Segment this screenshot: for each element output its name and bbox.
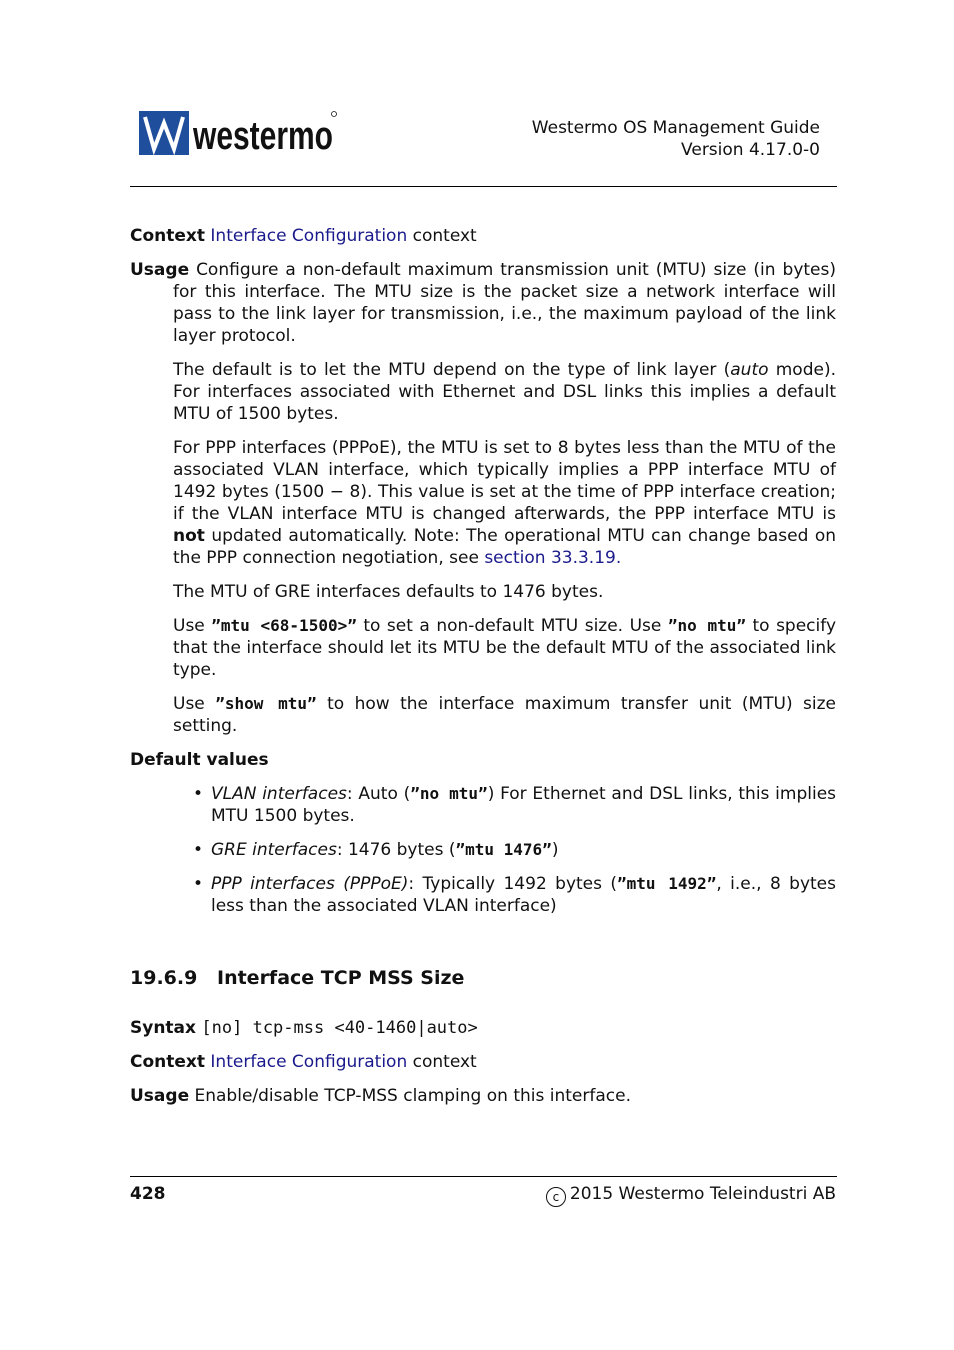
default-values-list	[130, 783, 836, 917]
list-item: • PPP interfaces (PPPoE): Typically 1492 bytes (”mtu 1492”, i.e., 8 bytes less than the associated VLAN interface)	[211, 873, 836, 917]
copyright: c 2015 Westermo Teleindustri AB	[546, 1183, 836, 1207]
list-item: • VLAN interfaces: Auto (”no mtu”) For Ethernet and DSL links, this implies MTU 1500 bytes.	[211, 783, 836, 827]
no-mtu-command: ”no mtu”	[667, 616, 747, 635]
interface-configuration-link[interactable]: Interface Configuration	[210, 226, 408, 246]
guide-title: Westermo OS Management Guide	[531, 118, 820, 138]
list-item: • GRE interfaces: 1476 bytes (”mtu 1476”)	[211, 839, 836, 861]
section-title: Interface TCP MSS Size	[217, 967, 465, 989]
svg-text:westermo: westermo	[192, 114, 333, 158]
mtu-context-row	[130, 225, 836, 247]
mtu-command: ”mtu <68-1500>”	[211, 616, 357, 635]
header-rule	[130, 186, 837, 187]
page-footer	[130, 1183, 836, 1207]
interface-configuration-link[interactable]: Interface Configuration	[210, 1052, 408, 1072]
usage-text: Configure a non-default maximum transmission unit (MTU) size (in bytes) for this interface. The MTU size is the packet size a network interface will pass to the link layer for transmission, i.e., the maximum payload of the link layer protocol.	[173, 260, 836, 346]
usage-label: Usage	[130, 260, 190, 280]
page-body	[130, 225, 836, 1119]
mtu-gre-paragraph: The MTU of GRE interfaces defaults to 1476 bytes.	[173, 582, 604, 602]
tcp-mss-syntax-row: Syntax [no] tcp-mss <40-1460|auto>	[130, 1018, 478, 1038]
tcp-mss-usage-row: Usage Enable/disable TCP-MSS clamping on this interface.	[130, 1086, 631, 1106]
context-suffix: context	[412, 226, 477, 246]
section-number: 19.6.9	[130, 967, 198, 989]
context-label: Context	[130, 226, 206, 246]
copyright-icon: c	[546, 1187, 566, 1207]
document-header	[532, 117, 820, 161]
section-heading	[130, 967, 836, 989]
footer-rule	[130, 1176, 837, 1177]
mtu-ppp-paragraph: For PPP interfaces (PPPoE), the MTU is set to 8 bytes less than the MTU of the associated VLAN interface, which typically implies a PPP interface MTU of 1492 bytes (1500 − 8). This value is set at the time of PPP interface creation; if the VLAN interface MTU is changed afterwards, the PPP interface MTU is not updated automatically. Note: The operational MTU can change based on the PPP connection negotiation, see section 33.3.19.	[173, 438, 836, 568]
show-mtu-paragraph: Use ”show mtu” to how the interface maximum transfer unit (MTU) size setting.	[173, 694, 837, 736]
default-values-heading: Default values	[130, 750, 269, 770]
syntax-text: [no] tcp-mss <40-1460|auto>	[201, 1018, 478, 1038]
guide-version: Version 4.17.0-0	[681, 140, 820, 160]
mtu-default-paragraph: The default is to let the MTU depend on the type of link layer (auto mode). For interfaces associated with Ethernet and DSL links this implies a default MTU of 1500 bytes.	[173, 360, 836, 424]
page-number: 428	[130, 1184, 166, 1204]
show-mtu-command: ”show mtu”	[215, 694, 317, 713]
tcp-mss-context-row: Context Interface Configuration context	[130, 1052, 477, 1072]
mtu-command-paragraph: Use ”mtu <68-1500>” to set a non-default MTU size. Use ”no mtu” to specify that the interface should let its MTU be the default MTU of the associated link type.	[173, 616, 837, 680]
section-33-3-19-link[interactable]: section 33.3.19	[484, 548, 616, 568]
westermo-logo	[139, 109, 339, 157]
mtu-usage-paragraph	[130, 259, 836, 347]
